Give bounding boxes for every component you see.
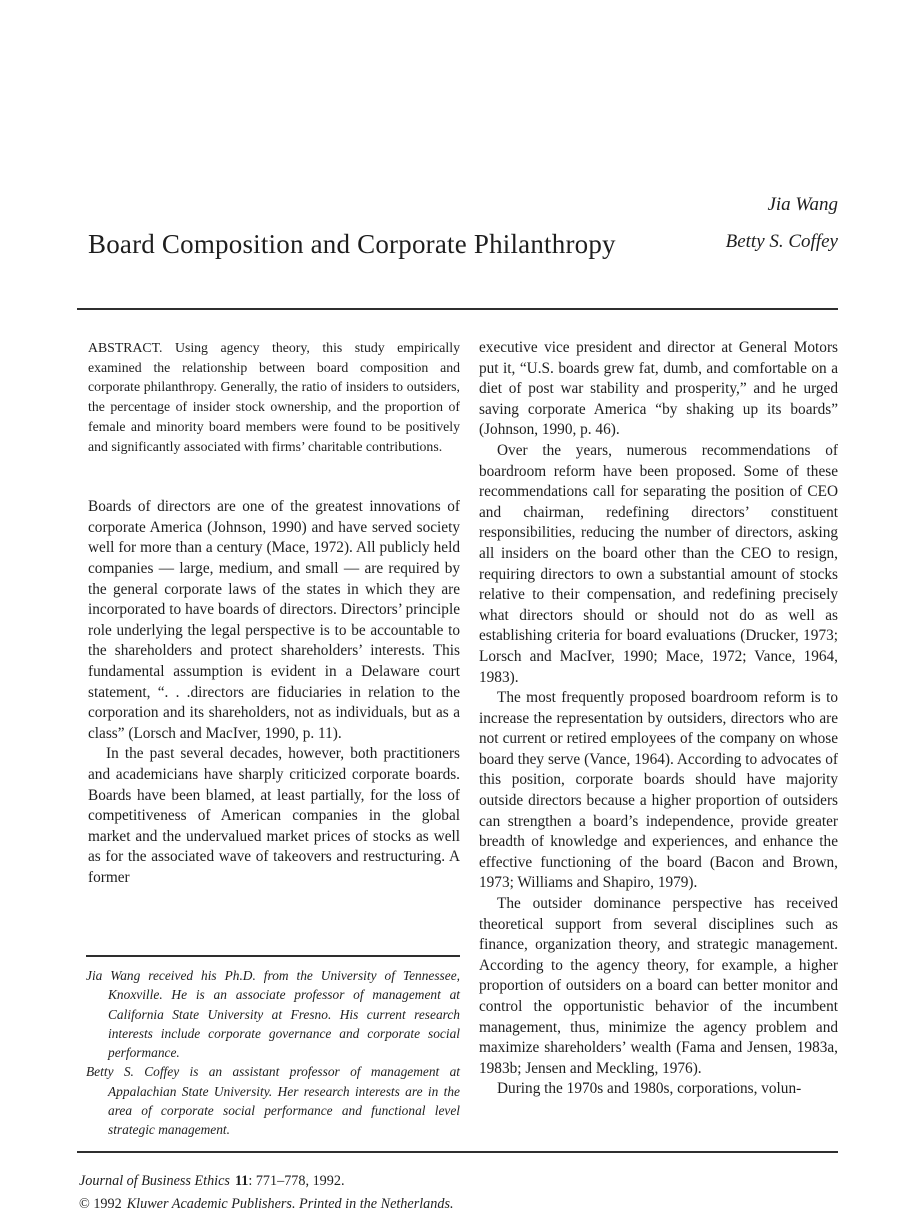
paragraph: The outsider dominance perspective has received theoretical support from several disciplines such as finance, organization theory, and strategic management. According to the agency theory, for example, a higher proportion of outsiders on a board can better monitor and control the opportunistic behavior of the incumbent management, thus, minimize the agency problem and maximize shareholders’ wealth (Fama and Jensen, 1983a, 1983b; Jensen and Meckling, 1976). xyxy=(479,895,838,1077)
left-column xyxy=(88,338,460,953)
page-footer xyxy=(79,1170,838,1215)
journal-citation xyxy=(79,1170,838,1193)
author-bio-1: Jia Wang received his Ph.D. from the University of Tennessee, Knoxville. He is an associate professor of management at California State University at Fresno. His current research interests include corporate governance and corporate social performance. xyxy=(86,968,460,1061)
author-footnote xyxy=(86,955,460,1156)
title-rule xyxy=(77,308,838,310)
copyright-line xyxy=(79,1193,838,1216)
journal-pages: : 771–778, 1992. xyxy=(248,1173,345,1189)
author-bio-2: Betty S. Coffey is an assistant professor of management at Appalachian State University. Her research interests are in the area of corporate social performance and functional level strategic management. xyxy=(86,1064,460,1138)
paragraph-continued: executive vice president and director at General Motors put it, “U.S. boards grew fat, dumb, and comfortable on a diet of post war stability and prosperity,” and he urged saving corporate America “by shaking up its boards” (Johnson, 1990, p. 46). xyxy=(479,339,838,439)
copyright-text: Kluwer Academic Publishers. Printed in the Netherlands. xyxy=(126,1195,454,1212)
author-block xyxy=(726,186,838,260)
footer-rule xyxy=(77,1151,838,1153)
journal-volume: 11 xyxy=(234,1173,249,1189)
paragraph-intro: Boards of directors are one of the greatest innovations of corporate America (Johnson, 1990) and have served society well for more than a century (Mace, 1972). All publicly held companies — large, medium, and small — are required by the general corporate laws of the states in which they are incorporated to have boards of directors. Directors’ principle role underlying the legal perspective is to be accountable to the shareholders and protect shareholders’ interests. This fundamental assumption is evident in a Delaware court statement, “. . .directors are fiduciaries in relation to the corporation and its shareholders, not as individuals, but as a class” (Lorsch and MacIver, 1990, p. 11). xyxy=(88,498,460,742)
paragraph: In the past several decades, however, both practitioners and academicians have sharply criticized corporate boards. Boards have been blamed, at least partially, for the loss of competitiveness of American companies in the global market and the undervalued market prices of stocks as well as for the associated wave of takeovers and restructuring. A former xyxy=(88,745,460,886)
paragraph: The most frequently proposed boardroom reform is to increase the representation by outsiders, directors who are not current or retired employees of the company on whose board they serve (Vance, 1964). According to advocates of this position, corporate boards should have majority outside directors because a higher proportion of outsiders can strengthen a board’s independence, provide greater breadth of knowledge and experiences, and enhance the effective functioning of the board (Bacon and Brown, 1973; Williams and Shapiro, 1979). xyxy=(479,689,838,892)
paper-title: Board Composition and Corporate Philanthropy xyxy=(88,228,616,259)
author-name-1: Jia Wang xyxy=(767,194,838,215)
abstract-text: ABSTRACT. Using agency theory, this study empirically examined the relationship between board composition and corporate philanthropy. Generally, the ratio of insiders to outsiders, the percentage of insider stock ownership, and the proportion of female and minority board members were found to be positively and significantly associated with firms’ charitable contributions. xyxy=(88,340,460,454)
paragraph: Over the years, numerous recommendations of boardroom reform have been proposed. Some of these recommendations call for separating the position of CEO and chairman, redefining directors’ constituent responsibilities, reducing the number of directors, asking all insiders on the board other than the CEO to resign, requiring directors to own a substantial amount of stocks relative to their compensation, and redefining precisely what directors should or should not do as well as establishing criteria for board evaluations (Drucker, 1973; Lorsch and MacIver, 1990; Mace, 1972; Vance, 1964, 1983). xyxy=(479,441,838,686)
masthead xyxy=(88,186,838,260)
right-column xyxy=(479,338,838,1148)
copyright-prefix: © 1992 xyxy=(79,1195,122,1212)
journal-name: Journal of Business Ethics xyxy=(79,1173,230,1189)
paragraph: During the 1970s and 1980s, corporations, volun- xyxy=(497,1080,802,1098)
author-name-2: Betty S. Coffey xyxy=(725,231,838,252)
